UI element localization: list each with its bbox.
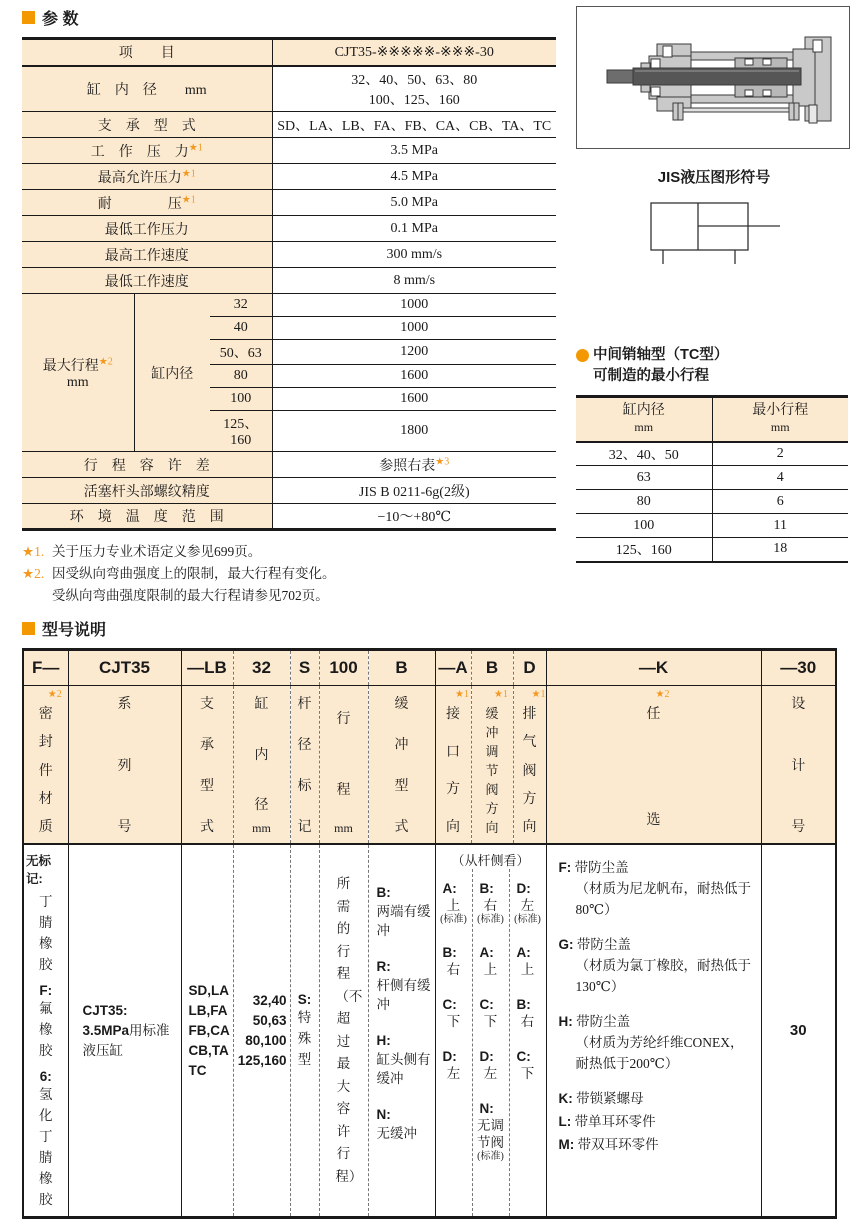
label-seal: ★2 密 封 件 材 质 [23,686,68,845]
stroke-value: 1000 [272,294,556,317]
label-design: 设 计 号 [761,686,836,845]
table-row: 63 4 [576,466,848,490]
table-header-row [22,39,556,66]
stroke-value: 1800 [272,411,556,452]
table-row [22,504,556,530]
footnote-line: ★1. 关于压力专业术语定义参见699页。 [22,544,262,559]
footnote-line: 受纵向弯曲强度限制的最大行程请参见702页。 [52,588,329,603]
code-port: —A [435,650,471,686]
footnote-star: ★1 [188,141,203,153]
code-vent: D [513,650,546,686]
body-seal: 无标记: 丁腈橡胶 F: 氟橡胶 6: 氢化丁腈橡胶 [23,844,68,1218]
body-series: CJT35: 3.5MPa用标准 液压缸 [68,844,181,1218]
code-series: CJT35 [68,650,181,686]
code-mount: —LB [181,650,233,686]
max-stroke-label: 最大行程$^{★2}$ mm [22,294,134,452]
label-bore: 缸 内 径 mm [233,686,290,845]
model-number-table [22,648,837,1219]
table-row: 100 11 [576,514,848,538]
label-rod: 杆 径 标 记 [290,686,319,845]
row-label: 最低工作速度 [22,268,272,294]
label-mount: 支 承 型 式 [181,686,233,845]
table-row [22,268,556,294]
body-stroke-note: 所需的行程（不超过最大容许行程） [319,844,368,1218]
table-row [22,452,556,478]
footnote-star: ★1 [181,167,196,179]
code-cushion: B [368,650,435,686]
table-row: 125、160 18 [576,538,848,562]
model-code-header: CJT35-※※※※※-※※※-30 [272,39,556,66]
stroke-value: 1000 [272,317,556,340]
row-label: 行 程 容 许 差 [22,452,272,478]
row-value: −10～+80℃ [272,504,556,530]
footnotes [22,541,558,607]
row-value: 参照右表$^{★3}$ [272,452,556,478]
right-panel [576,6,852,607]
footnote-star: ★2 [98,355,113,367]
max-stroke-row [22,294,556,317]
top-section [22,6,852,607]
row-label: 工 作 压 力$^{★1}$ [22,138,272,164]
cylinder-cross-section-drawing [577,7,849,148]
footnote-star: ★1 [455,689,469,700]
table-row [22,164,556,190]
code-rod: S [290,650,319,686]
bore-size: 40 [210,317,272,340]
body-design-number: 30 [761,844,836,1218]
row-label: 缸 内 径 mm [22,66,272,112]
code-stroke: 100 [319,650,368,686]
body-rod: S: 特殊型 [290,844,319,1218]
item-header: 项 目 [22,39,272,66]
label-vent: ★1 排 气 阀 方 向 [513,686,546,845]
model-title-text: 型号说明 [42,622,107,639]
row-label: 最高工作速度 [22,242,272,268]
parameters-section [22,6,558,607]
code-seal: F— [23,650,68,686]
label-cushion: 缓 冲 型 式 [368,686,435,845]
footnote-star: ★2 [47,689,62,700]
parameters-title-text: 参 数 [42,11,79,28]
table-row [22,112,556,138]
port-direction-list: A: 上 (标准) B: 右 C: 下 D: 左 [440,881,467,1081]
body-cushion: B: 两端有缓冲 R: 杆侧有缓冲 H: 缸头侧有缓冲 N: 无缓冲 [368,844,435,1218]
model-designation-section [22,617,852,1219]
label-port: ★1 接 口 方 向 [435,686,471,845]
section-bullet-icon [22,11,35,24]
code-option: —K [546,650,761,686]
model-title [22,617,852,640]
jis-symbol-caption: JIS液压图形符号 [657,169,771,186]
table-row: 80 6 [576,490,848,514]
min-stroke-header: 最小行程 mm [712,397,848,442]
parameters-title [22,6,558,29]
row-label: 最低工作压力 [22,216,272,242]
cushion-valve-direction-list: B: 右 (标准) A: 上 C: 下 D: 左 N: 无调节阀 (标准) [472,869,509,1216]
footnote-star: ★1 [494,689,508,700]
stroke-value: 1200 [272,340,556,365]
section-bullet-icon [22,622,35,635]
row-label: 最高允许压力$^{★1}$ [22,164,272,190]
table-row [22,216,556,242]
footnote-line: ★2. 因受纵向弯曲强度上的限制，最大行程有变化。 [22,566,336,581]
body-bore: 32,40 50,63 80,100 125,160 [233,844,290,1218]
bore-header: 缸内径 mm [576,397,712,442]
bore-size: 32 [210,294,272,317]
label-stroke: 行 程 mm [319,686,368,845]
table-row [22,66,556,112]
footnote-star: ★2 [655,689,670,700]
bore-size: 100 [210,388,272,411]
stroke-value: 1600 [272,365,556,388]
footnote-star: ★1 [181,193,196,205]
footnote-star: ★3 [435,455,450,467]
parameters-table [22,37,556,531]
table-row [22,478,556,504]
code-valve: B [471,650,513,686]
row-label: 耐 压$^{★1}$ [22,190,272,216]
label-series: 系 列 号 [68,686,181,845]
row-value: 0.1 MPa [272,216,556,242]
row-value: 300 mm/s [272,242,556,268]
jis-hydraulic-symbol [576,193,848,278]
table-header-row [576,397,848,442]
body-directions [435,844,546,1218]
row-value: 5.0 MPa [272,190,556,216]
table-row [22,190,556,216]
footnote-star: ★1 [531,689,546,700]
body-options: F: 带防尘盖 （材质为尼龙帆布，耐热低于80℃） G: 带防尘盖 （材质为氯丁橡胶，耐热低于130℃） H: 带防尘盖 （材质为芳纶纤维CONEX，耐热低于200℃） K: 带锁紧螺母 L: 带单耳环零件 M: 带双耳环零件 [546,844,761,1218]
table-row [22,138,556,164]
table-row: 32、40、50 2 [576,442,848,466]
model-code-row [23,650,836,686]
cylinder-drawing-box [576,6,850,149]
row-label: 支 承 型 式 [22,112,272,138]
body-mount: SD,LA LB,FA FB,CA CB,TA TC [181,844,233,1218]
bore-sub-label: 缸内径 [134,294,210,452]
min-stroke-table [576,395,848,563]
code-bore: 32 [233,650,290,686]
min-stroke-title: 中间销轴型（TC型） 可制造的最小行程 [576,345,852,387]
stroke-value: 1600 [272,388,556,411]
label-valve: ★1 缓 冲 调 节 阀 方 向 [471,686,513,845]
code-design: —30 [761,650,836,686]
row-value: JIS B 0211-6g(2级) [272,478,556,504]
bore-size: 125、160 [210,411,272,452]
row-value: SD、LA、LB、FA、FB、CA、CB、TA、TC [272,112,556,138]
row-label: 环 境 温 度 范 围 [22,504,272,530]
row-value: 3.5 MPa [272,138,556,164]
label-option: ★2 任 选 [546,686,761,845]
model-label-row [23,686,836,845]
row-value: 8 mm/s [272,268,556,294]
table-row [22,242,556,268]
bullet-circle-icon [576,349,589,362]
vent-valve-direction-list: D: 左 (标准) A: 上 B: 右 C: 下 [509,869,546,1216]
row-value: 4.5 MPa [272,164,556,190]
model-body-row [23,844,836,1218]
bore-size: 50、63 [210,340,272,365]
row-value: 32、40、50、63、80 100、125、160 [272,66,556,112]
view-from-rod-note: （从杆侧看） [451,853,530,868]
row-label: 活塞杆头部螺纹精度 [22,478,272,504]
bore-size: 80 [210,365,272,388]
